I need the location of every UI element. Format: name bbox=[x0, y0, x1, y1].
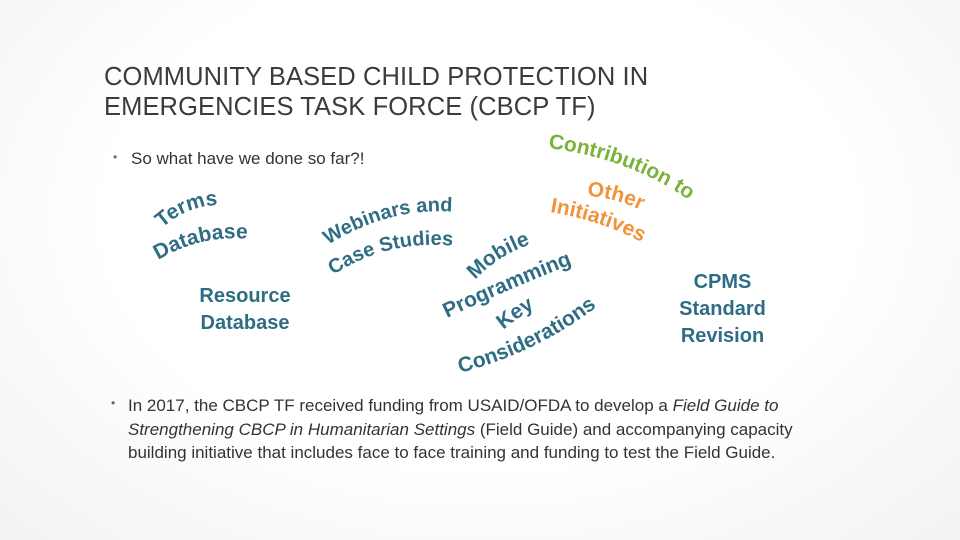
arc-text-database: Database bbox=[149, 220, 249, 265]
resource-line-1: Resource bbox=[199, 285, 291, 307]
bullet-funding-description bbox=[128, 394, 808, 465]
arc-text-case-studies: Case Studies bbox=[324, 227, 454, 280]
arc-text-contribution: Contribution to bbox=[547, 130, 699, 205]
bullet-icon: • bbox=[111, 396, 116, 410]
funding-text-1: In 2017, the CBCP TF received funding from USAID/OFDA to develop a bbox=[128, 396, 673, 415]
title-line-1: COMMUNITY BASED CHILD PROTECTION IN bbox=[104, 63, 649, 91]
field-guide-title: Field Guide to Strengthening CBCP in Humanitarian Settings bbox=[128, 396, 779, 439]
arc-text-other: Other bbox=[586, 177, 649, 215]
arc-text-considerations: Considerations bbox=[455, 292, 600, 378]
arc-text-webinars: Webinars and bbox=[319, 194, 453, 250]
cpms-label bbox=[655, 269, 790, 350]
resource-line-2: Database bbox=[200, 312, 290, 334]
cpms-line-3: Revision bbox=[680, 325, 765, 347]
arc-text-programming: Programming bbox=[439, 247, 575, 323]
title-line-2: EMERGENCIES TASK FORCE (CBCP TF) bbox=[104, 93, 596, 121]
cpms-line-2: Standard bbox=[679, 298, 766, 320]
cpms-line-1: CPMS bbox=[693, 271, 752, 293]
arc-text-key: Key bbox=[492, 292, 538, 334]
bullet-question: So what have we done so far?! bbox=[131, 149, 365, 168]
arc-text-initiatives: Initiatives bbox=[549, 194, 650, 247]
resource-database-label bbox=[180, 283, 310, 337]
arc-text-mobile: Mobile bbox=[462, 227, 533, 284]
arc-text-terms: Terms bbox=[150, 186, 219, 232]
bullet-icon: • bbox=[113, 150, 118, 164]
funding-text-2: (Field Guide) and accompanying capacity building initiative that includes face to face training and funding to test the Field Guide. bbox=[128, 419, 793, 462]
